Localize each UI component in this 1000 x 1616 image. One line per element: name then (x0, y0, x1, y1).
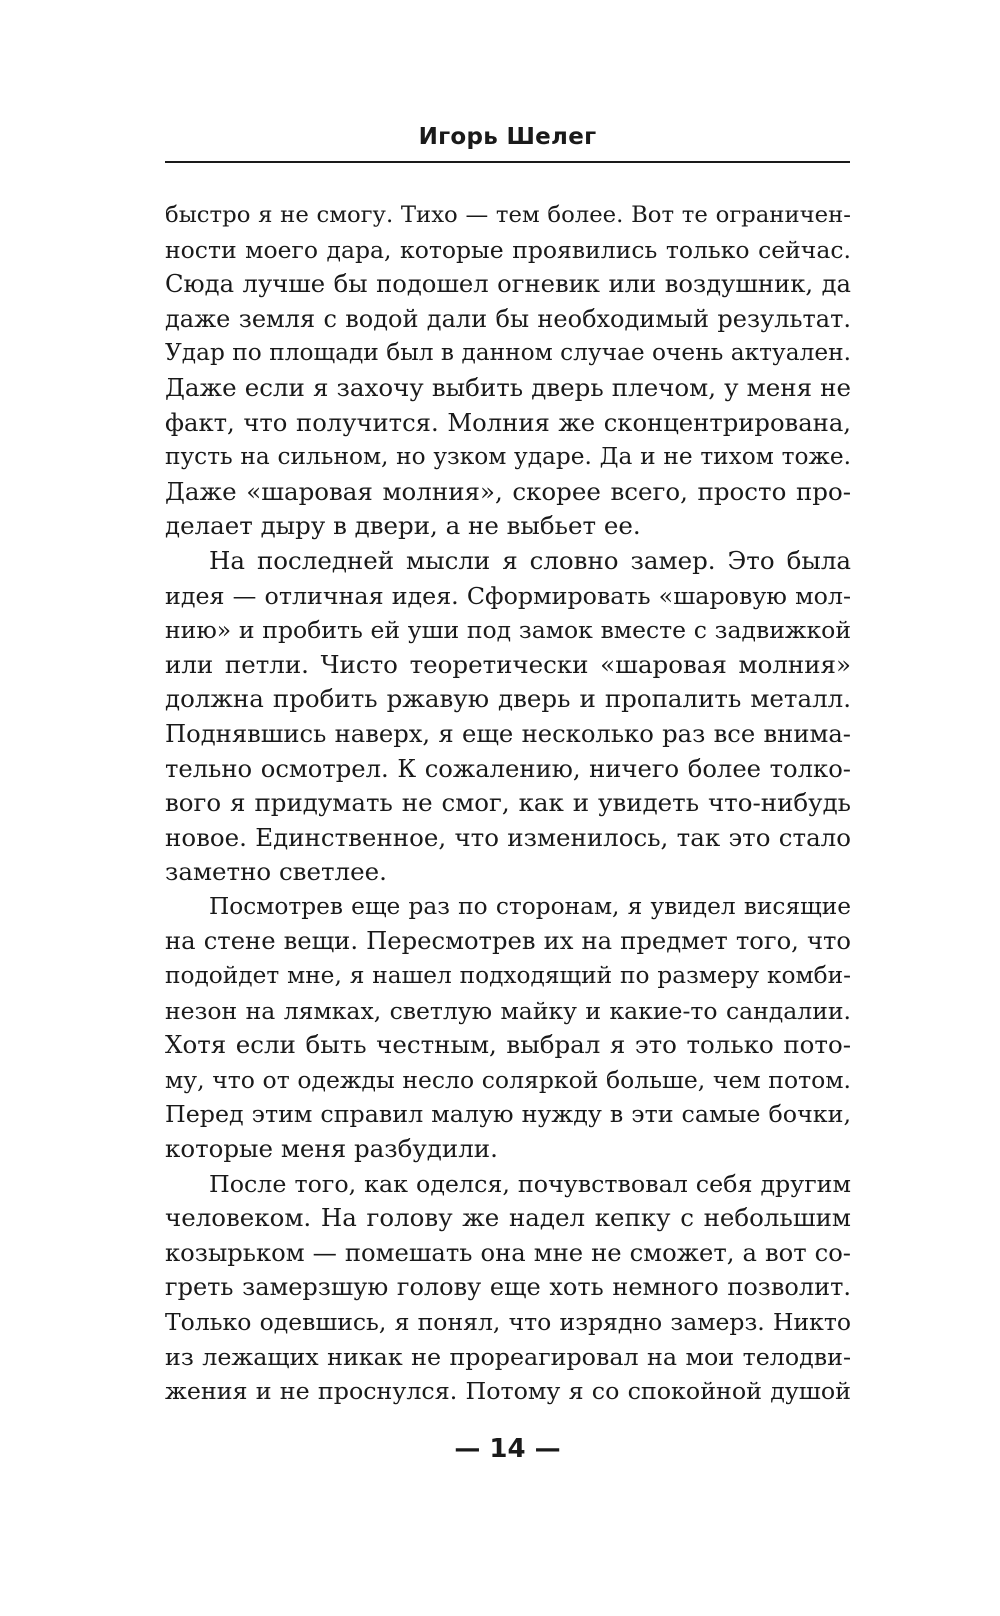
text-line: факт, что получится. Молния же сконцентрирована, (165, 407, 851, 437)
paragraph (165, 1167, 851, 1409)
text-line: Перед этим справил малую нужду в эти самые бочки, (165, 1100, 851, 1129)
text-line: Хотя если быть честным, выбрал я это только пото- (165, 1030, 851, 1060)
text-line: После того, как оделся, почувствовал себя другим (209, 1169, 851, 1198)
text-line: жения и не проснулся. Потому я со спокойной душой (165, 1377, 851, 1406)
text-line: Даже «шаровая молния», скорее всего, просто про- (165, 476, 851, 506)
text-line: пусть на сильном, но узком ударе. Да и не тихом тоже. (165, 443, 851, 471)
text-line: идея — отличная идея. Сформировать «шаровую мол- (165, 581, 851, 610)
running-header-author: Игорь Шелег (418, 124, 597, 150)
text-line: из лежащих никак не прореагировал на мои телодви- (165, 1342, 851, 1371)
text-line: на стене вещи. Пересмотрев их на предмет того, что (165, 926, 851, 956)
text-line: нию» и пробить ей уши под замок вместе с задвижкой (165, 616, 851, 645)
text-line: новое. Единственное, что изменилось, так это стало (165, 822, 851, 852)
paragraph (165, 544, 851, 890)
text-line: незон на лямках, светлую майку и какие-то сандалии. (165, 996, 851, 1025)
text-line: или петли. Чисто теоретически «шаровая молния» (165, 649, 851, 679)
text-line: Посмотрев еще раз по сторонам, я увидел висящие (209, 892, 851, 920)
text-line: человеком. На голову же надел кепку с небольшим (165, 1203, 851, 1233)
text-line: которые меня разбудили. (165, 1134, 498, 1164)
header-rule (165, 161, 850, 163)
text-line: греть замерзшую голову еще хоть немного позволит. (165, 1273, 851, 1302)
text-line: Только одевшись, я понял, что изрядно замерз. Никто (165, 1308, 851, 1336)
text-line: На последней мысли я словно замер. Это была (209, 545, 851, 575)
text-line: Удар по площади был в данном случае очень актуален. (165, 339, 851, 367)
text-line: даже земля с водой дали бы необходимый результат. (165, 304, 851, 333)
text-line: должна пробить ржавую дверь и пропалить металл. (165, 684, 851, 714)
body-text (165, 198, 851, 1409)
text-line: тельно осмотрел. К сожалению, ничего более толко- (165, 753, 851, 783)
page-number: — 14 — (454, 1434, 561, 1464)
text-line: му, что от одежды несло соляркой больше, чем потом. (165, 1065, 851, 1094)
paragraph (165, 890, 851, 1167)
text-line: Поднявшись наверх, я еще несколько раз все внима- (165, 718, 851, 748)
text-line: козырьком — помешать она мне не сможет, а вот со- (165, 1237, 851, 1267)
text-line: вого я придумать не смог, как и увидеть что-нибудь (165, 788, 851, 818)
text-line: делает дыру в двери, а не выбьет ее. (165, 511, 641, 541)
text-line: быстро я не смогу. Тихо — тем более. Вот те ограничен- (165, 202, 851, 228)
text-line: Даже если я захочу выбить дверь плечом, у меня не (165, 372, 851, 402)
text-line: заметно светлее. (165, 857, 387, 887)
text-line: Сюда лучше бы подошел огневик или воздушник, да (165, 269, 851, 299)
text-line: подойдет мне, я нашел подходящий по размеру комби- (165, 962, 851, 990)
text-line: ности моего дара, которые проявились только сейчас. (165, 235, 851, 264)
paragraph (165, 198, 851, 544)
